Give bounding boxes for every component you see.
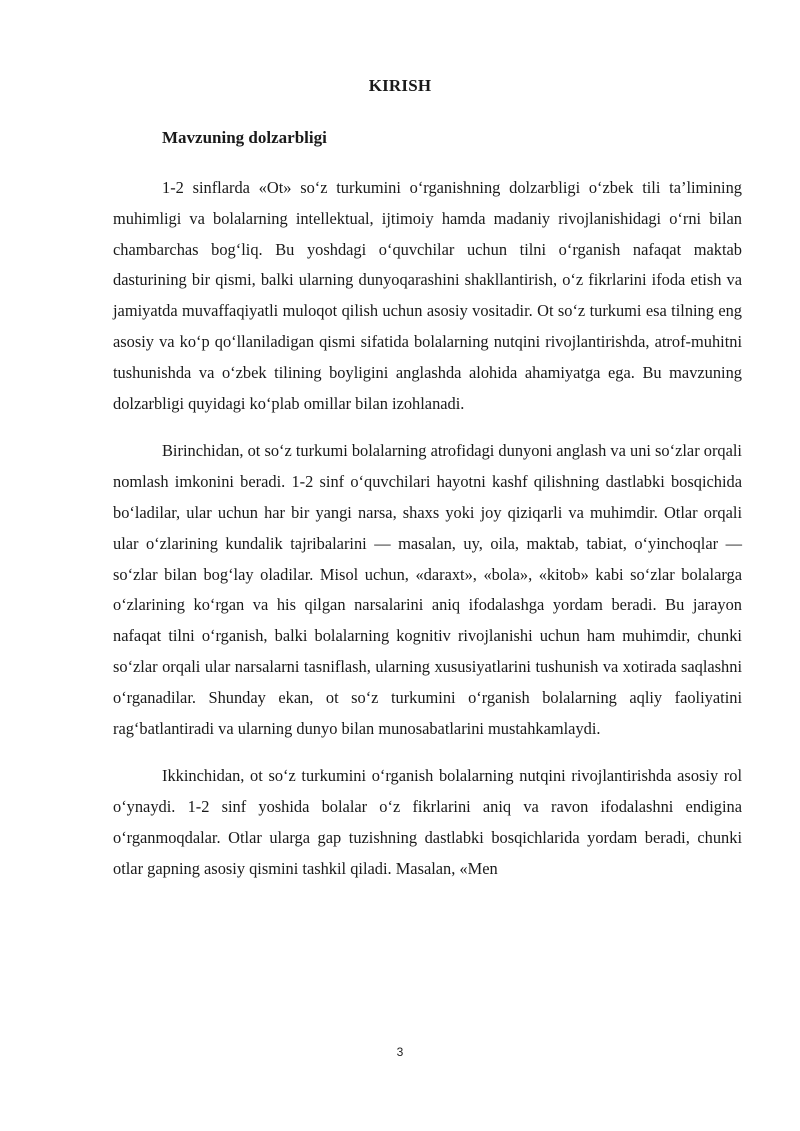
paragraph-2: Birinchidan, ot so‘z turkumi bolalarning atrofidagi dunyoni anglash va uni so‘zlar orqali nomlash imkonini beradi. 1-2 sinf o‘quvchilari hayotni kashf qilishning dastlabki bosqichida bo‘ladilar, ular uchun har bir yangi narsa, shaxs yoki joy qiziqarli va muhimdir. Otlar orqali ular o‘zlarining kundalik tajribalarini — masalan, uy, oila, maktab, tabiat, o‘yinchoqlar — so‘zlar bilan bog‘lay oladilar. Misol uchun, «daraxt», «bola», «kitob» kabi so‘zlar bolalarga o‘zlarining ko‘rgan va his qilgan narsalarini aniq ifodalashga yordam beradi. Bu jarayon nafaqat tilni o‘rganish, balki bolalarning kognitiv rivojlanishi uchun ham muhimdir, chunki so‘zlar orqali ular narsalarni tasniflash, ularning xususiyatlarini tushunish va xotirada saqlashni o‘rganadilar. Shunday ekan, ot so‘z turkumini o‘rganish bolalarning aqliy faoliyatini rag‘batlantiradi va ularning dunyo bilan munosabatlarini mustahkamlaydi. xyxy=(113,441,742,738)
body-text xyxy=(113,173,742,902)
section-heading: KIRISH xyxy=(368,76,432,95)
paragraph-3: Ikkinchidan, ot so‘z turkumini o‘rganish bolalarning nutqini rivojlantirishda asosiy rol o‘ynaydi. 1-2 sinf yoshida bolalar o‘z fikrlarini aniq va ravon ifodalashni endigina o‘rganmoqdalar. Otlar ularga gap tuzishning dastlabki bosqichlarida yordam beradi, chunki otlar gapning asosiy qismini tashkil qiladi. Masalan, «Men xyxy=(113,766,742,878)
paragraph-1: 1-2 sinflarda «Ot» so‘z turkumini o‘rganishning dolzarbligi o‘zbek tili ta’limining muhimligi va bolalarning intellektual, ijtimoiy hamda madaniy rivojlanishidagi o‘rni bilan chambarchas bog‘liq. Bu yoshdagi o‘quvchilar uchun tilni o‘rganish nafaqat maktab dasturining bir qismi, balki ularning dunyoqarashini shakllantirish, o‘z fikrlarini ifoda etish va jamiyatda muvaffaqiyatli muloqot qilish uchun asosiy vositadir. Ot so‘z turkumi esa tilning eng asosiy va ko‘p qo‘llaniladigan qismi sifatida bolalarning nutqini rivojlantirishda, atrof-muhitni tushunishda va o‘zbek tilining boyligini anglashda alohida ahamiyatga ega. Bu mavzuning dolzarbligi quyidagi ko‘plab omillar bilan izohlanadi. xyxy=(113,178,742,413)
page-number: 3 xyxy=(396,1045,404,1059)
section-subheading: Mavzuning dolzarbligi xyxy=(162,128,327,147)
